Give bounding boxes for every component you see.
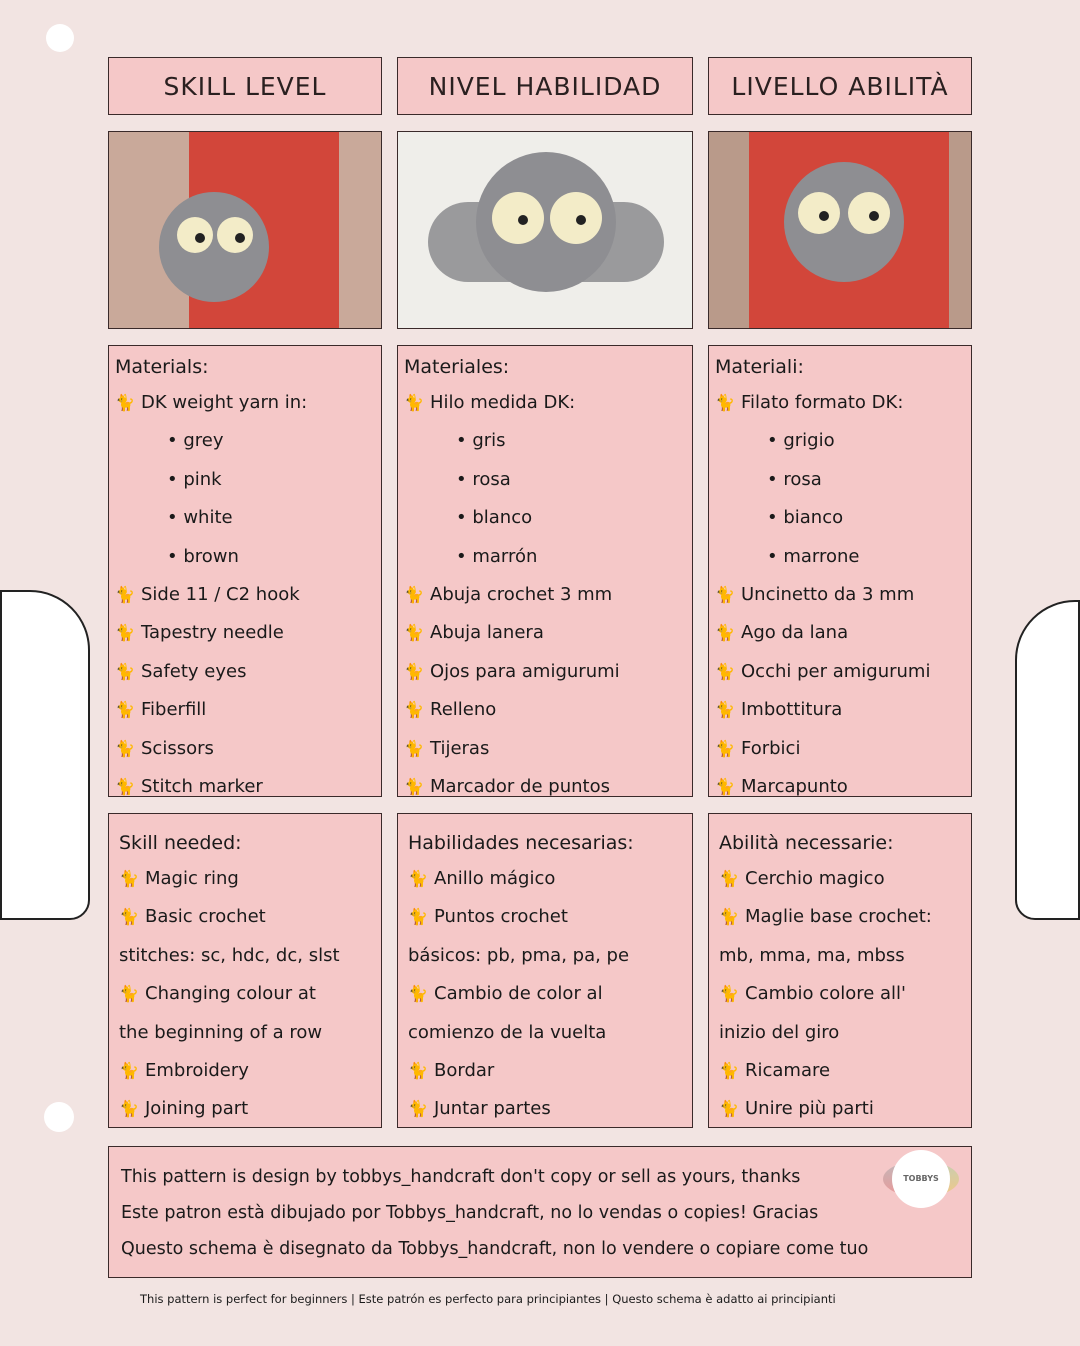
item-text: Ago da lana [741, 622, 849, 644]
yarn-color-item [404, 499, 686, 537]
notice-italian: Questo schema è disegnato da Tobbys_handcraft, non lo vendere o copiare come tuo [121, 1239, 869, 1259]
notice-english: This pattern is design by tobbys_handcraft don't copy or sell as yours, thanks [121, 1167, 801, 1187]
list-item [404, 768, 686, 806]
yarn-color-item [115, 499, 375, 537]
item-text: Safety eyes [141, 660, 247, 682]
skills-panel-italian [708, 813, 972, 1128]
item-text: • gris [456, 430, 506, 452]
list-item [715, 691, 965, 729]
photo-cat-bag-worn [108, 131, 382, 329]
list-item [715, 614, 965, 652]
cat-icon: 🐈 [715, 623, 735, 643]
list-item [715, 576, 965, 614]
item-text: the beginning of a row [119, 1021, 323, 1043]
item-text: • grigio [767, 430, 835, 452]
item-text: Tijeras [430, 737, 490, 759]
notice-spanish: Este patron està dibujado por Tobbys_handcraft, no lo vendas o copies! Gracias [121, 1203, 819, 1223]
item-text: Cerchio magico [745, 868, 885, 889]
item-text: Abuja crochet 3 mm [430, 583, 613, 605]
item-text: comienzo de la vuelta [408, 1021, 607, 1043]
cat-icon: 🐈 [119, 869, 139, 888]
list-item [719, 975, 961, 1013]
cat-icon: 🐈 [115, 738, 135, 758]
cat-icon: 🐈 [719, 907, 739, 927]
materials-panel-italian [708, 345, 972, 797]
cat-icon: 🐈 [715, 776, 735, 796]
list-item [119, 898, 371, 936]
yarn-color-item [115, 422, 375, 460]
skills-heading: Skill needed: [119, 832, 242, 854]
list-item [719, 898, 961, 936]
item-text: • bianco [767, 507, 844, 529]
item-text: Fiberfill [141, 699, 207, 721]
decor-dot [46, 24, 74, 52]
list-item [719, 860, 961, 898]
skills-panel-english [108, 813, 382, 1128]
cat-icon: 🐈 [404, 393, 424, 412]
list-item [119, 1014, 371, 1052]
cat-icon: 🐈 [115, 776, 135, 796]
cat-icon: 🐈 [404, 738, 424, 758]
materials-panel-english [108, 345, 382, 797]
item-text: Filato formato DK: [741, 392, 904, 413]
cat-icon: 🐈 [715, 738, 735, 758]
yarn-color-item [404, 461, 686, 499]
list-item [408, 1052, 682, 1090]
item-text: Changing colour at [145, 983, 316, 1005]
title-spanish: NIVEL HABILIDAD [397, 57, 693, 115]
list-item [408, 1014, 682, 1052]
list-item [719, 937, 961, 975]
cat-icon: 🐈 [719, 1060, 739, 1080]
cat-icon: 🐈 [404, 661, 424, 681]
item-text: • pink [167, 468, 222, 490]
cat-icon: 🐈 [119, 907, 139, 927]
item-text: • white [167, 507, 233, 529]
brand-logo: TOBBYS [883, 1161, 959, 1197]
list-item [404, 614, 686, 652]
list-item [719, 1014, 961, 1052]
item-text: Anillo mágico [434, 868, 556, 889]
item-text: • brown [167, 545, 239, 567]
item-text: Imbottitura [741, 699, 843, 721]
item-text: Bordar [434, 1059, 495, 1081]
list-item [404, 384, 686, 422]
item-text: Puntos crochet [434, 906, 568, 928]
yarn-color-item [715, 499, 965, 537]
cat-icon: 🐈 [404, 776, 424, 796]
cat-icon: 🐈 [719, 1099, 739, 1119]
materials-heading: Materiali: [715, 356, 804, 378]
item-text: DK weight yarn in: [141, 392, 308, 413]
materials-heading: Materials: [115, 356, 209, 378]
item-text: Maglie base crochet: [745, 906, 932, 928]
item-text: Joining part [145, 1098, 249, 1120]
list-item [119, 860, 371, 898]
item-text: Unire più parti [745, 1098, 874, 1120]
list-item [119, 937, 371, 975]
item-text: Abuja lanera [430, 622, 544, 644]
photo-cat-bag-held [708, 131, 972, 329]
cat-icon: 🐈 [119, 984, 139, 1004]
cat-icon: 🐈 [408, 984, 428, 1004]
cat-icon: 🐈 [119, 1099, 139, 1119]
list-item [119, 1052, 371, 1090]
background-cat-left [0, 590, 90, 920]
item-text: Magic ring [145, 868, 239, 889]
list-item [408, 937, 682, 975]
copyright-notice [108, 1146, 972, 1278]
cat-icon: 🐈 [408, 869, 428, 888]
yarn-color-item [715, 538, 965, 576]
cat-icon: 🐈 [408, 1099, 428, 1119]
item-text: Ojos para amigurumi [430, 660, 620, 682]
cat-icon: 🐈 [408, 907, 428, 927]
item-text: Embroidery [145, 1059, 249, 1081]
title-english: SKILL LEVEL [108, 57, 382, 115]
item-text: Forbici [741, 737, 801, 759]
background-cat-right [1015, 600, 1080, 920]
item-text: • marrón [456, 545, 538, 567]
cat-icon: 🐈 [115, 393, 135, 412]
list-item [115, 653, 375, 691]
yarn-color-item [715, 422, 965, 460]
cat-icon: 🐈 [719, 869, 739, 888]
cat-icon: 🐈 [115, 700, 135, 720]
item-text: Marcapunto [741, 775, 848, 797]
item-text: Ricamare [745, 1059, 831, 1081]
list-item [715, 653, 965, 691]
list-item [408, 975, 682, 1013]
item-text: Uncinetto da 3 mm [741, 583, 915, 605]
list-item [408, 1090, 682, 1128]
item-text: Side 11 / C2 hook [141, 583, 300, 605]
list-item [119, 975, 371, 1013]
cat-icon: 🐈 [404, 623, 424, 643]
item-text: • grey [167, 430, 224, 452]
photo-cat-bag [397, 131, 693, 329]
item-text: Basic crochet [145, 906, 266, 928]
skills-heading: Habilidades necesarias: [408, 832, 634, 854]
cat-icon: 🐈 [404, 584, 424, 604]
list-item [115, 768, 375, 806]
item-text: • rosa [767, 468, 822, 490]
cat-icon: 🐈 [719, 984, 739, 1004]
yarn-color-item [115, 461, 375, 499]
item-text: Hilo medida DK: [430, 392, 576, 413]
item-text: inizio del giro [719, 1021, 840, 1043]
list-item [115, 691, 375, 729]
list-item [719, 1090, 961, 1128]
item-text: Stitch marker [141, 775, 263, 797]
beginner-note: This pattern is perfect for beginners | Este patrón es perfecto para principiantes | Questo schema è adatto ai principianti [140, 1292, 836, 1306]
cat-icon: 🐈 [715, 393, 735, 412]
list-item [115, 730, 375, 768]
list-item [115, 384, 375, 422]
cat-icon: 🐈 [408, 1060, 428, 1080]
item-text: • rosa [456, 468, 511, 490]
cat-icon: 🐈 [115, 623, 135, 643]
item-text: stitches: sc, hdc, dc, slst [119, 944, 340, 966]
skills-panel-spanish [397, 813, 693, 1128]
list-item [408, 860, 682, 898]
cat-icon: 🐈 [115, 584, 135, 604]
materials-panel-spanish [397, 345, 693, 797]
list-item [715, 384, 965, 422]
item-text: • marrone [767, 545, 860, 567]
materials-heading: Materiales: [404, 356, 510, 378]
item-text: Tapestry needle [141, 622, 284, 644]
cat-icon: 🐈 [715, 700, 735, 720]
item-text: Marcador de puntos [430, 775, 610, 797]
list-item [404, 730, 686, 768]
item-text: Scissors [141, 737, 214, 759]
cat-icon: 🐈 [715, 584, 735, 604]
item-text: mb, mma, ma, mbss [719, 944, 905, 966]
yarn-color-item [115, 538, 375, 576]
item-text: Relleno [430, 699, 497, 721]
list-item [408, 898, 682, 936]
list-item [404, 653, 686, 691]
yarn-color-item [404, 538, 686, 576]
title-italian: LIVELLO ABILITÀ [708, 57, 972, 115]
item-text: básicos: pb, pma, pa, pe [408, 944, 630, 966]
item-text: Juntar partes [434, 1098, 551, 1120]
decor-dot [44, 1102, 74, 1132]
skills-heading: Abilità necessarie: [719, 832, 894, 854]
item-text: Occhi per amigurumi [741, 660, 931, 682]
yarn-color-item [404, 422, 686, 460]
cat-icon: 🐈 [119, 1060, 139, 1080]
list-item [119, 1090, 371, 1128]
cat-icon: 🐈 [404, 700, 424, 720]
item-text: Cambio colore all' [745, 983, 906, 1005]
list-item [719, 1052, 961, 1090]
item-text: Cambio de color al [434, 983, 603, 1005]
yarn-color-item [715, 461, 965, 499]
cat-icon: 🐈 [115, 661, 135, 681]
list-item [115, 576, 375, 614]
list-item [715, 730, 965, 768]
cat-icon: 🐈 [715, 661, 735, 681]
list-item [715, 768, 965, 806]
item-text: • blanco [456, 507, 533, 529]
list-item [404, 691, 686, 729]
list-item [115, 614, 375, 652]
list-item [404, 576, 686, 614]
